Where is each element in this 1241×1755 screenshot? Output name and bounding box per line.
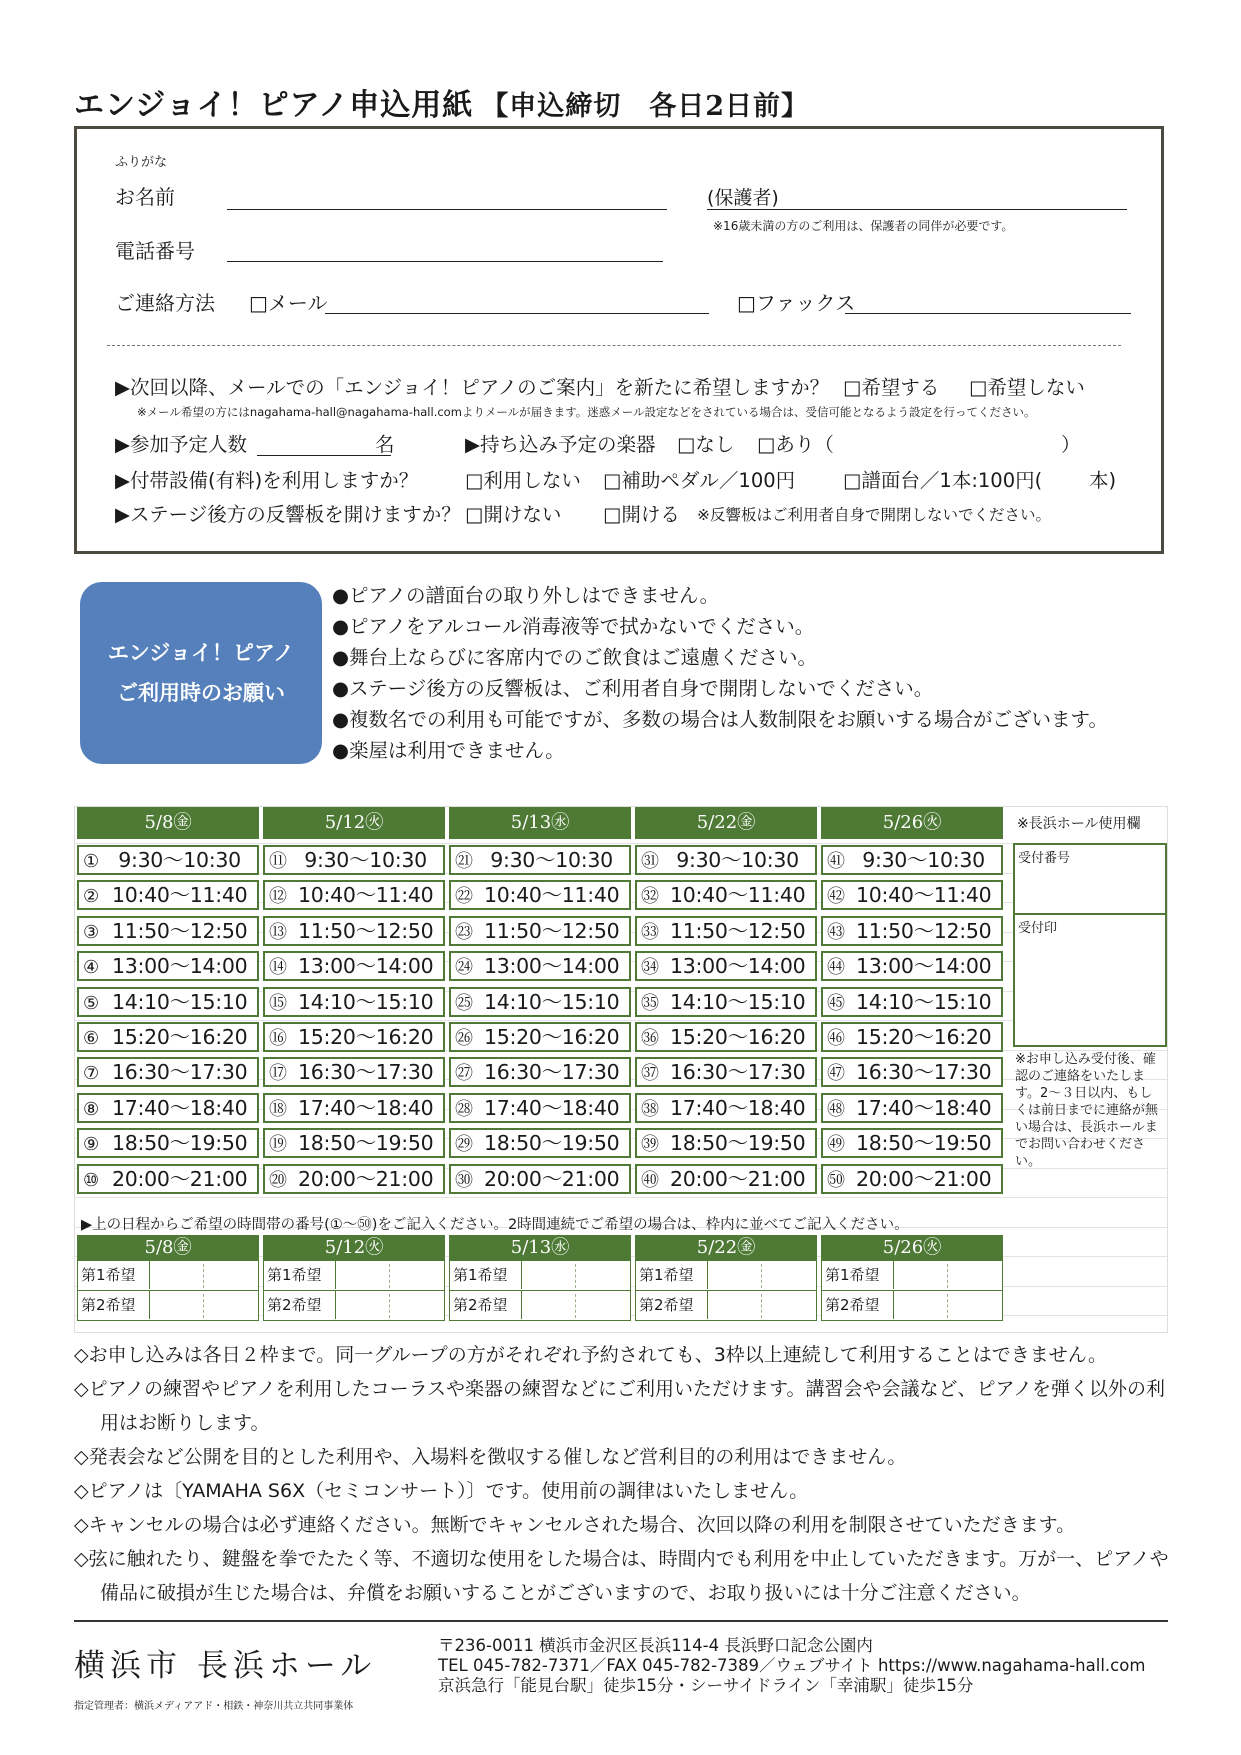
slot-time: 11:50～12:50 <box>856 918 992 943</box>
slot-number: ⑪ <box>269 851 287 872</box>
instrument-label: ▶持ち込み予定の楽器 <box>465 433 656 456</box>
time-slot[interactable] <box>263 1128 445 1158</box>
wish-day-header: 5/26㊋ <box>821 1235 1003 1261</box>
slot-number: ③ <box>83 921 99 943</box>
slot-time: 17:40～18:40 <box>112 1095 248 1120</box>
mail-guide-question: ▶次回以降、メールでの「エンジョイ！ピアノのご案内」を新たに希望しますか？ <box>115 376 830 399</box>
wish-day-header: 5/22㊎ <box>635 1235 817 1261</box>
slot-time: 14:10～15:10 <box>856 989 992 1014</box>
wish-day-header: 5/13㊌ <box>449 1235 631 1261</box>
time-slot[interactable] <box>635 845 817 875</box>
time-slot[interactable] <box>635 916 817 946</box>
slot-number: ㉛ <box>641 851 659 872</box>
time-slot[interactable] <box>449 1057 631 1087</box>
slot-time: 20:00～21:00 <box>670 1166 806 1191</box>
request-item: ●ピアノの譜面台の取り外しはできません。 <box>332 584 720 607</box>
instrument-yes[interactable]: □あり（ <box>757 433 834 456</box>
name-label: お名前 <box>115 185 175 209</box>
slot-time: 20:00～21:00 <box>298 1166 434 1191</box>
slot-time: 15:20～16:20 <box>298 1025 434 1049</box>
day-header: 5/26㊋ <box>821 807 1003 839</box>
time-slot[interactable] <box>635 880 817 910</box>
choice-separator <box>521 1261 522 1289</box>
choice-separator <box>149 1261 150 1289</box>
time-slot[interactable] <box>821 1164 1003 1194</box>
time-slot[interactable] <box>635 951 817 981</box>
hall-note: ※お申し込み受付後、確認のご連絡をいたします。2～３日以内、もしくは前日までに連絡が無い場合は、長浜ホールまでお問い合わせください。 <box>1015 1052 1159 1169</box>
slot-number: ㉘ <box>455 1098 473 1120</box>
receipt-number-box <box>1013 843 1167 915</box>
time-slot[interactable] <box>263 1057 445 1087</box>
page-title <box>74 80 809 124</box>
footer-divider <box>74 1620 1168 1622</box>
choice-label: 第2希望 <box>825 1296 880 1314</box>
slot-number: ⑰ <box>269 1063 287 1085</box>
guardian-field[interactable] <box>707 209 1127 210</box>
slot-number: ㉖ <box>455 1028 473 1049</box>
fax-field[interactable] <box>845 313 1131 314</box>
slot-time: 20:00～21:00 <box>484 1166 620 1191</box>
equipment-stand[interactable]: □譜面台／1本:100円( <box>843 469 1043 492</box>
instrument-close: ） <box>1061 433 1081 456</box>
request-box-line1: エンジョイ！ピアノ <box>107 641 295 665</box>
time-slot[interactable] <box>821 880 1003 910</box>
slot-time: 11:50～12:50 <box>112 918 248 943</box>
time-slot[interactable] <box>821 1128 1003 1158</box>
contact-mail-checkbox[interactable]: □メール <box>249 291 328 315</box>
slot-number: ㉑ <box>455 851 473 872</box>
time-slot[interactable] <box>77 987 259 1017</box>
slot-number: ㉞ <box>641 957 659 979</box>
choice-separator <box>335 1291 336 1319</box>
slot-number: ㊱ <box>641 1028 659 1049</box>
second-choice-row[interactable] <box>449 1291 631 1321</box>
slot-number: ㊸ <box>827 921 845 943</box>
equipment-none[interactable]: □利用しない <box>465 469 581 492</box>
wish-table <box>635 1235 817 1321</box>
slot-number: ⑫ <box>269 886 287 908</box>
hall-use-column <box>1013 807 1167 1169</box>
time-slot[interactable] <box>263 916 445 946</box>
slot-time: 9:30～10:30 <box>112 848 241 872</box>
time-slot[interactable] <box>77 845 259 875</box>
deadline-text: 【申込締切 各日2日前】 <box>481 91 810 122</box>
wish-day-header: 5/12㊋ <box>263 1235 445 1261</box>
slot-number: ㉟ <box>641 992 659 1014</box>
slot-time: 9:30～10:30 <box>484 848 613 872</box>
time-slot[interactable] <box>635 1128 817 1158</box>
time-slot[interactable] <box>449 916 631 946</box>
slot-number: ⑧ <box>83 1098 99 1120</box>
wish-table <box>263 1235 445 1321</box>
choice-separator <box>893 1261 894 1289</box>
time-slot[interactable] <box>263 1093 445 1123</box>
time-slot[interactable] <box>449 951 631 981</box>
choice-label: 第1希望 <box>267 1266 322 1284</box>
time-slot[interactable] <box>635 987 817 1017</box>
slot-number: ⑯ <box>269 1028 287 1049</box>
time-slot[interactable] <box>263 987 445 1017</box>
time-slot[interactable] <box>449 880 631 910</box>
time-slot[interactable] <box>263 880 445 910</box>
slot-time: 10:40～11:40 <box>670 883 806 908</box>
time-slot[interactable] <box>449 987 631 1017</box>
equipment-pedal[interactable]: □補助ペダル／100円 <box>603 469 796 492</box>
day-header: 5/12㊋ <box>263 807 445 839</box>
day-column <box>77 807 259 1217</box>
term-item: ◇キャンセルの場合は必ず連絡ください。無断でキャンセルされた場合、次回以降の利用を制限させていただきます。 <box>74 1514 1076 1536</box>
usage-request-list <box>332 580 1108 766</box>
time-slot[interactable] <box>821 951 1003 981</box>
slot-number: ⑥ <box>83 1028 99 1049</box>
first-choice-row[interactable] <box>449 1261 631 1291</box>
participants-field[interactable] <box>257 455 391 456</box>
time-slot[interactable] <box>77 1128 259 1158</box>
slot-time: 16:30～17:30 <box>670 1060 806 1085</box>
slot-number: ④ <box>83 957 99 979</box>
slot-time: 11:50～12:50 <box>484 918 620 943</box>
time-slot[interactable] <box>77 1164 259 1194</box>
reflector-note: ※反響板はご利用者自身で開閉しないでください。 <box>697 506 1051 524</box>
slot-number: ㊺ <box>827 992 845 1014</box>
request-item: ●ピアノをアルコール消毒液等で拭かないでください。 <box>332 615 815 638</box>
slot-time: 14:10～15:10 <box>112 989 248 1014</box>
title-text: エンジョイ！ピアノ申込用紙 <box>74 88 474 123</box>
slot-number: ㉝ <box>641 921 659 943</box>
slot-number: ⑨ <box>83 1134 99 1156</box>
time-slot[interactable] <box>821 916 1003 946</box>
name-field[interactable] <box>227 209 667 210</box>
contact-line: TEL 045-782-7371／FAX 045-782-7389／ウェブサイト https://www.nagahama-hall.com <box>438 1656 1146 1675</box>
wish-table <box>77 1235 259 1321</box>
slot-time: 17:40～18:40 <box>670 1095 806 1120</box>
slot-time: 14:10～15:10 <box>670 989 806 1014</box>
choice-separator <box>335 1261 336 1289</box>
slot-time: 9:30～10:30 <box>670 848 799 872</box>
day-header: 5/13㊌ <box>449 807 631 839</box>
request-item: ●舞台上ならびに客席内でのご飲食はご遠慮ください。 <box>332 646 818 669</box>
slot-number: ㊶ <box>827 851 845 872</box>
slot-time: 13:00～14:00 <box>484 954 620 979</box>
slot-time: 18:50～19:50 <box>670 1131 806 1156</box>
phone-field[interactable] <box>227 261 663 262</box>
time-slot[interactable] <box>821 845 1003 875</box>
mail-guide-no[interactable]: □希望しない <box>969 376 1085 399</box>
day-header: 5/8㊎ <box>77 807 259 839</box>
slot-time: 13:00～14:00 <box>670 954 806 979</box>
time-slot[interactable] <box>821 1022 1003 1052</box>
day-column <box>449 807 631 1217</box>
participants-unit: 名 <box>375 433 395 456</box>
slot-number: ② <box>83 886 99 908</box>
time-slot[interactable] <box>821 1093 1003 1123</box>
choice-separator <box>707 1261 708 1289</box>
slot-time: 17:40～18:40 <box>298 1095 434 1120</box>
time-slot[interactable] <box>263 845 445 875</box>
time-slot[interactable] <box>449 1128 631 1158</box>
slot-number: ㉒ <box>455 886 473 908</box>
choice-separator <box>893 1291 894 1319</box>
receipt-number-label: 受付番号 <box>1018 851 1071 866</box>
mail-note: ※メール希望の方にはnagahama-hall@nagahama-hall.comよりメールが届きます。迷惑メール設定などをされている場合は、受信可能となるよう設定を行ってください。 <box>137 405 1036 419</box>
mail-field[interactable] <box>325 313 709 314</box>
time-slot[interactable] <box>77 916 259 946</box>
contact-label: ご連絡方法 <box>115 291 215 315</box>
instrument-none[interactable]: □なし <box>677 433 735 456</box>
slot-time: 16:30～17:30 <box>484 1060 620 1085</box>
request-item: ●ステージ後方の反響板は、ご利用者自身で開閉しないでください。 <box>332 677 934 700</box>
slot-time: 10:40～11:40 <box>484 883 620 908</box>
slot-number: ㉕ <box>455 992 473 1014</box>
manager-text: 指定管理者：横浜メディアアド・相鉄・神奈川共立共同事業体 <box>74 1701 354 1712</box>
number-instruction: ▶上の日程からご希望の時間帯の番号(①～㊿)をご記入ください。2時間連続でご希望の場合は、枠内に並べてご記入ください。 <box>81 1217 909 1233</box>
choice-label: 第2希望 <box>639 1296 694 1314</box>
slot-number: ⑩ <box>83 1169 99 1191</box>
time-slot[interactable] <box>635 1022 817 1052</box>
slot-number: ㊼ <box>827 1063 845 1085</box>
choice-label: 第2希望 <box>267 1296 322 1314</box>
day-header: 5/22㊎ <box>635 807 817 839</box>
receipt-stamp-label: 受付印 <box>1018 921 1058 936</box>
slot-number: ㉚ <box>455 1169 473 1191</box>
reflector-open[interactable]: □開ける <box>603 503 680 526</box>
equipment-stand-unit: 本) <box>1089 469 1117 492</box>
time-slot[interactable] <box>449 845 631 875</box>
time-slot[interactable] <box>821 987 1003 1017</box>
slot-time: 15:20～16:20 <box>112 1025 248 1049</box>
choice-label: 第2希望 <box>81 1296 136 1314</box>
choice-separator <box>521 1291 522 1319</box>
slot-time: 16:30～17:30 <box>856 1060 992 1085</box>
slot-time: 14:10～15:10 <box>484 989 620 1014</box>
slot-number: ⑦ <box>83 1063 99 1085</box>
wish-table <box>821 1235 1003 1321</box>
slot-number: ⑬ <box>269 921 287 943</box>
wish-table <box>449 1235 631 1321</box>
time-slot[interactable] <box>77 951 259 981</box>
mail-guide-yes[interactable]: □希望する <box>843 376 940 399</box>
second-choice-row[interactable] <box>821 1291 1003 1321</box>
second-choice-row[interactable] <box>263 1291 445 1321</box>
slot-time: 18:50～19:50 <box>856 1131 992 1156</box>
time-slot[interactable] <box>263 951 445 981</box>
slot-time: 18:50～19:50 <box>298 1131 434 1156</box>
usage-request-box <box>80 582 322 764</box>
slot-number: ⑮ <box>269 992 287 1014</box>
choice-label: 第1希望 <box>453 1266 508 1284</box>
slot-time: 9:30～10:30 <box>298 848 427 872</box>
request-item: ●複数名での利用も可能ですが、多数の場合は人数制限をお願いする場合がございます。 <box>332 708 1108 731</box>
request-item: ●楽屋は利用できません。 <box>332 739 565 762</box>
slot-number: ㊵ <box>641 1169 659 1191</box>
day-column <box>635 807 817 1217</box>
slot-number: ㊹ <box>827 957 845 979</box>
guardian-note: ※16歳未満の方のご利用は、保護者の同伴が必要です。 <box>713 219 1014 233</box>
choice-label: 第1希望 <box>639 1266 694 1284</box>
terms-list <box>74 1338 1174 1610</box>
slot-time: 17:40～18:40 <box>484 1095 620 1120</box>
term-item: ◇発表会など公開を目的とした利用や、入場料を徴収する催しなど営利目的の利用はできません。 <box>74 1446 907 1468</box>
equipment-question: ▶付帯設備(有料)を利用しますか？ <box>115 469 419 492</box>
time-slot[interactable] <box>263 1022 445 1052</box>
slot-number: ⑱ <box>269 1098 287 1120</box>
slot-time: 20:00～21:00 <box>856 1166 992 1191</box>
slot-number: ㊷ <box>827 886 845 908</box>
day-column <box>821 807 1003 1217</box>
time-slot[interactable] <box>77 880 259 910</box>
slot-time: 13:00～14:00 <box>856 954 992 979</box>
term-item: ◇弦に触れたり、鍵盤を拳でたたく等、不適切な使用をした場合は、時間内でも利用を中止していただきます。万が一、ピアノや備品に破損が生じた場合は、弁償をお願いすることがございますので、お取り扱いには十分ご注意ください。 <box>74 1548 1169 1604</box>
slot-time: 13:00～14:00 <box>298 954 434 979</box>
term-item: ◇お申し込みは各日２枠まで。同一グループの方がそれぞれ予約されても、3枠以上連続して利用することはできません。 <box>74 1344 1107 1366</box>
contact-fax-checkbox[interactable]: □ファックス <box>737 291 856 315</box>
schedule-grid <box>74 806 1168 1333</box>
choice-label: 第1希望 <box>825 1266 880 1284</box>
slot-time: 20:00～21:00 <box>112 1166 248 1191</box>
slot-time: 11:50～12:50 <box>298 918 434 943</box>
access-line: 京浜急行「能見台駅」徒歩15分・シーサイドライン「幸浦駅」徒歩15分 <box>438 1676 974 1695</box>
term-item: ◇ピアノは〔YAMAHA S6X（セミコンサート）〕です。使用前の調律はいたしません。 <box>74 1480 809 1502</box>
first-choice-row[interactable] <box>821 1261 1003 1291</box>
time-slot[interactable] <box>635 1057 817 1087</box>
slot-number: ㊳ <box>641 1098 659 1120</box>
first-choice-row[interactable] <box>263 1261 445 1291</box>
first-choice-row[interactable] <box>77 1261 259 1291</box>
slot-number: ⑲ <box>269 1134 287 1156</box>
slot-number: ㊲ <box>641 1063 659 1085</box>
slot-number: ㉜ <box>641 886 659 908</box>
second-choice-row[interactable] <box>77 1291 259 1321</box>
first-choice-row[interactable] <box>635 1261 817 1291</box>
wish-day-header: 5/8㊎ <box>77 1235 259 1261</box>
slot-time: 16:30～17:30 <box>112 1060 248 1085</box>
slot-time: 10:40～11:40 <box>298 883 434 908</box>
slot-number: ㊿ <box>827 1169 845 1191</box>
dashed-divider <box>107 345 1121 346</box>
slot-number: ㊾ <box>827 1134 845 1156</box>
participants-label: ▶参加予定人数 <box>115 433 247 456</box>
receipt-stamp-box <box>1013 913 1167 1047</box>
slot-number: ㉙ <box>455 1134 473 1156</box>
time-slot[interactable] <box>635 1093 817 1123</box>
request-box-line2: ご利用時のお願い <box>117 681 285 705</box>
slot-number: ㊴ <box>641 1134 659 1156</box>
slot-time: 18:50～19:50 <box>112 1131 248 1156</box>
time-slot[interactable] <box>449 1164 631 1194</box>
day-column <box>263 807 445 1217</box>
slot-time: 13:00～14:00 <box>112 954 248 979</box>
slot-time: 15:20～16:20 <box>484 1025 620 1049</box>
slot-number: ㉓ <box>455 921 473 943</box>
phone-label: 電話番号 <box>115 239 195 263</box>
slot-time: 18:50～19:50 <box>484 1131 620 1156</box>
time-slot[interactable] <box>77 1057 259 1087</box>
choice-separator <box>707 1291 708 1319</box>
time-slot[interactable] <box>263 1164 445 1194</box>
address-line: 〒236-0011 横浜市金沢区長浜114-4 長浜野口記念公園内 <box>438 1636 873 1655</box>
slot-number: ㉗ <box>455 1063 473 1085</box>
slot-time: 10:40～11:40 <box>856 883 992 908</box>
slot-time: 9:30～10:30 <box>856 848 985 872</box>
address-block <box>438 1636 1145 1696</box>
reflector-question: ▶ステージ後方の反響板を開けますか？ <box>115 503 461 526</box>
time-slot[interactable] <box>449 1022 631 1052</box>
hall-use-title: ※長浜ホール使用欄 <box>1017 816 1141 832</box>
slot-number: ① <box>83 851 99 872</box>
slot-time: 16:30～17:30 <box>298 1060 434 1085</box>
slot-time: 10:40～11:40 <box>112 883 248 908</box>
time-slot[interactable] <box>449 1093 631 1123</box>
slot-time: 15:20～16:20 <box>856 1025 992 1049</box>
slot-number: ㊽ <box>827 1098 845 1120</box>
slot-number: ㉔ <box>455 957 473 979</box>
slot-number: ⑤ <box>83 992 99 1014</box>
slot-number: ⑳ <box>269 1169 287 1191</box>
hall-name: 横浜市 長浜ホール <box>74 1648 377 1684</box>
second-choice-row[interactable] <box>635 1291 817 1321</box>
term-item: ◇ピアノの練習やピアノを利用したコーラスや楽器の練習などにご利用いただけます。講習会や会議など、ピアノを弾く以外の利用はお断りします。 <box>74 1378 1165 1434</box>
furigana-label: ふりがな <box>115 155 168 170</box>
slot-time: 11:50～12:50 <box>670 918 806 943</box>
guardian-label: (保護者) <box>707 187 779 209</box>
time-slot[interactable] <box>77 1093 259 1123</box>
slot-time: 14:10～15:10 <box>298 989 434 1014</box>
reflector-closed[interactable]: □開けない <box>465 503 562 526</box>
choice-label: 第1希望 <box>81 1266 136 1284</box>
time-slot[interactable] <box>77 1022 259 1052</box>
slot-number: ㊻ <box>827 1028 845 1049</box>
slot-time: 17:40～18:40 <box>856 1095 992 1120</box>
choice-separator <box>149 1291 150 1319</box>
time-slot[interactable] <box>821 1057 1003 1087</box>
slot-number: ⑭ <box>269 957 287 979</box>
slot-time: 15:20～16:20 <box>670 1025 806 1049</box>
choice-label: 第2希望 <box>453 1296 508 1314</box>
application-form <box>74 126 1164 554</box>
time-slot[interactable] <box>635 1164 817 1194</box>
